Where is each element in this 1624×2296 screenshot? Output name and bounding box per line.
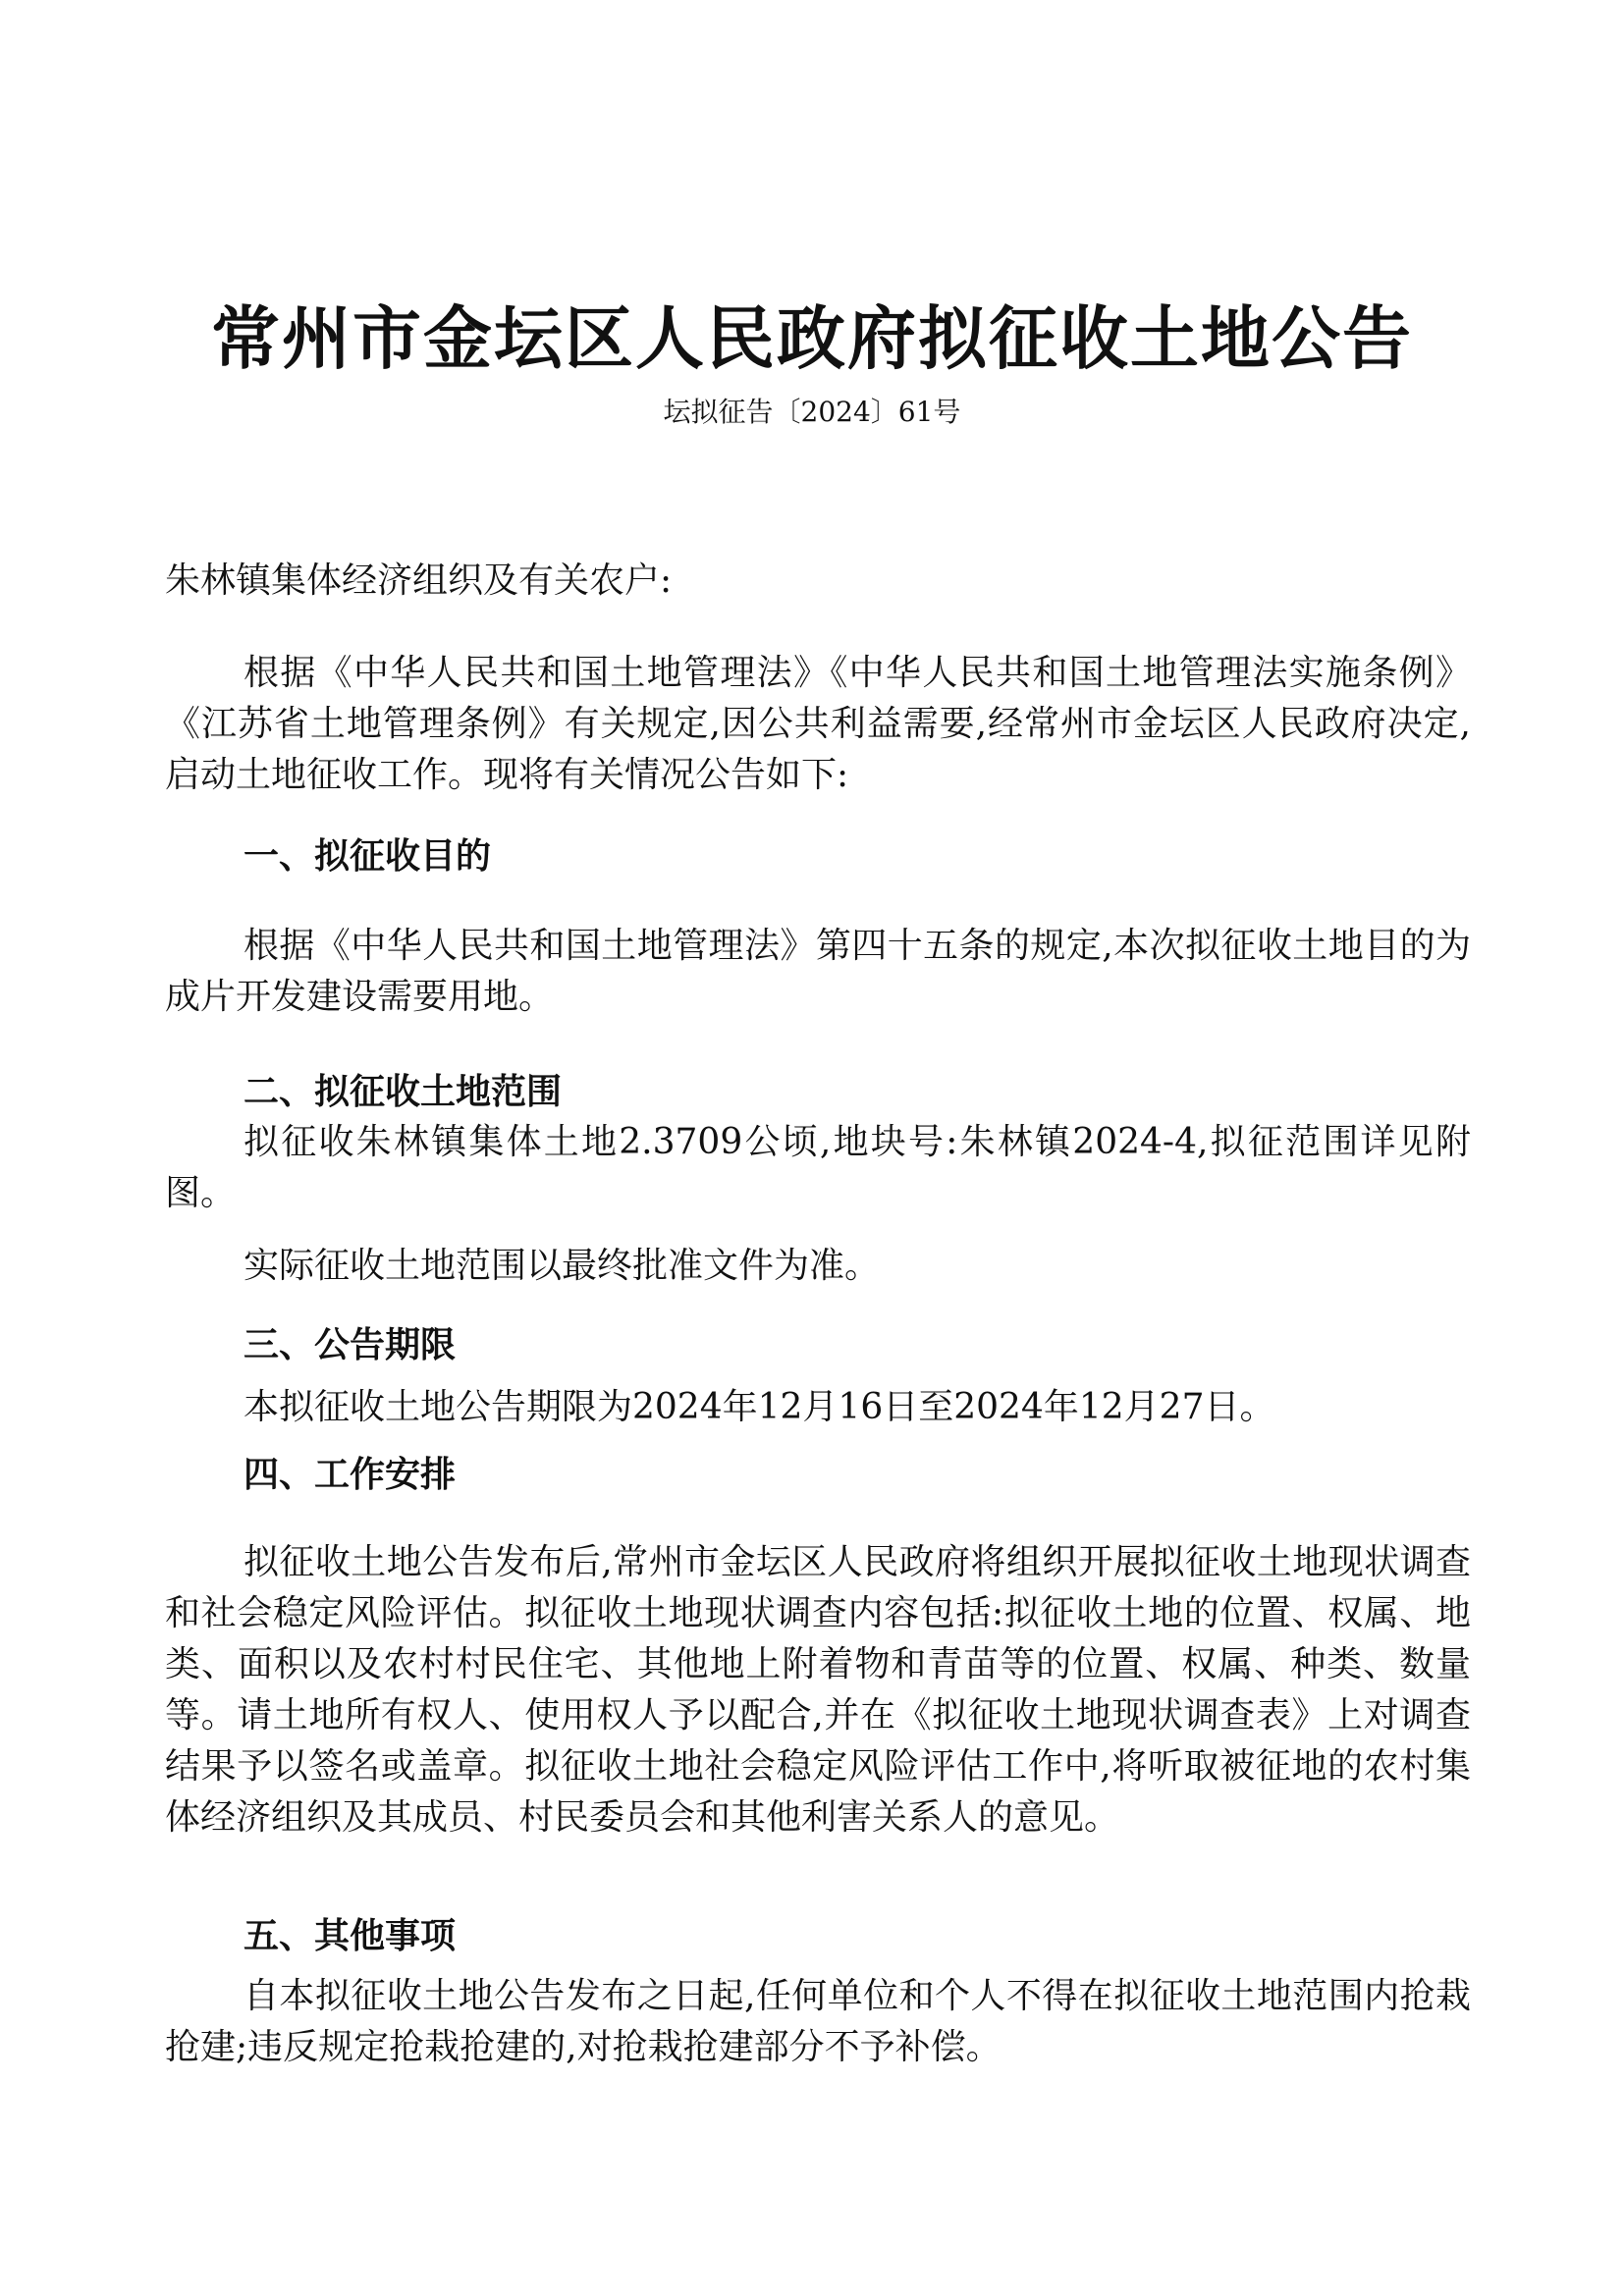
intro-paragraph: 根据《中华人民共和国土地管理法》《中华人民共和国土地管理法实施条例》《江苏省土地管理条例》有关规定,因公共利益需要,经常州市金坛区人民政府决定,启动土地征收工作。现将有关情况公告如下: [165,653,1471,795]
section-heading-3: 三、公告期限 [244,1324,457,1365]
section-heading-5: 五、其他事项 [244,1915,457,1956]
section-3-paragraph-1: 本拟征收土地公告期限为2024年12月16日至2024年12月27日。 [244,1387,1275,1427]
section-4-paragraph-1: 拟征收土地公告发布后,常州市金坛区人民政府将组织开展拟征收土地现状调查和社会稳定风险评估。拟征收土地现状调查内容包括:拟征收土地的位置、权属、地类、面积以及农村村民住宅、其他地上附着物和青苗等的位置、权属、种类、数量等。请土地所有权人、使用权人予以配合,并在《拟征收土地现状调查表》上对调查结果予以签名或盖章。拟征收土地社会稳定风险评估工作中,将听取被征地的农村集体经济组织及其成员、村民委员会和其他利害关系人的意见。 [165,1542,1471,1838]
page-title: 常州市金坛区人民政府拟征收土地公告 [211,297,1413,379]
section-heading-1: 一、拟征收目的 [244,835,492,877]
section-1-paragraph-1: 根据《中华人民共和国土地管理法》第四十五条的规定,本次拟征收土地目的为成片开发建设需要用地。 [165,926,1471,1017]
section-2-paragraph-1: 拟征收朱林镇集体土地2.3709公顷,地块号:朱林镇2024-4,拟征范围详见附图。 [165,1122,1471,1213]
section-2-paragraph-2: 实际征收土地范围以最终批准文件为准。 [244,1246,881,1286]
section-heading-2: 二、拟征收土地范围 [244,1071,563,1112]
document-number: 坛拟征告〔2024〕61号 [663,396,961,428]
section-5-paragraph-1: 自本拟征收土地公告发布之日起,任何单位和个人不得在拟征收土地范围内抢栽抢建;违反规定抢栽抢建的,对抢栽抢建部分不予补偿。 [165,1976,1471,2067]
section-heading-4: 四、工作安排 [244,1454,457,1495]
addressee: 朱林镇集体经济组织及有关农户: [165,561,673,601]
